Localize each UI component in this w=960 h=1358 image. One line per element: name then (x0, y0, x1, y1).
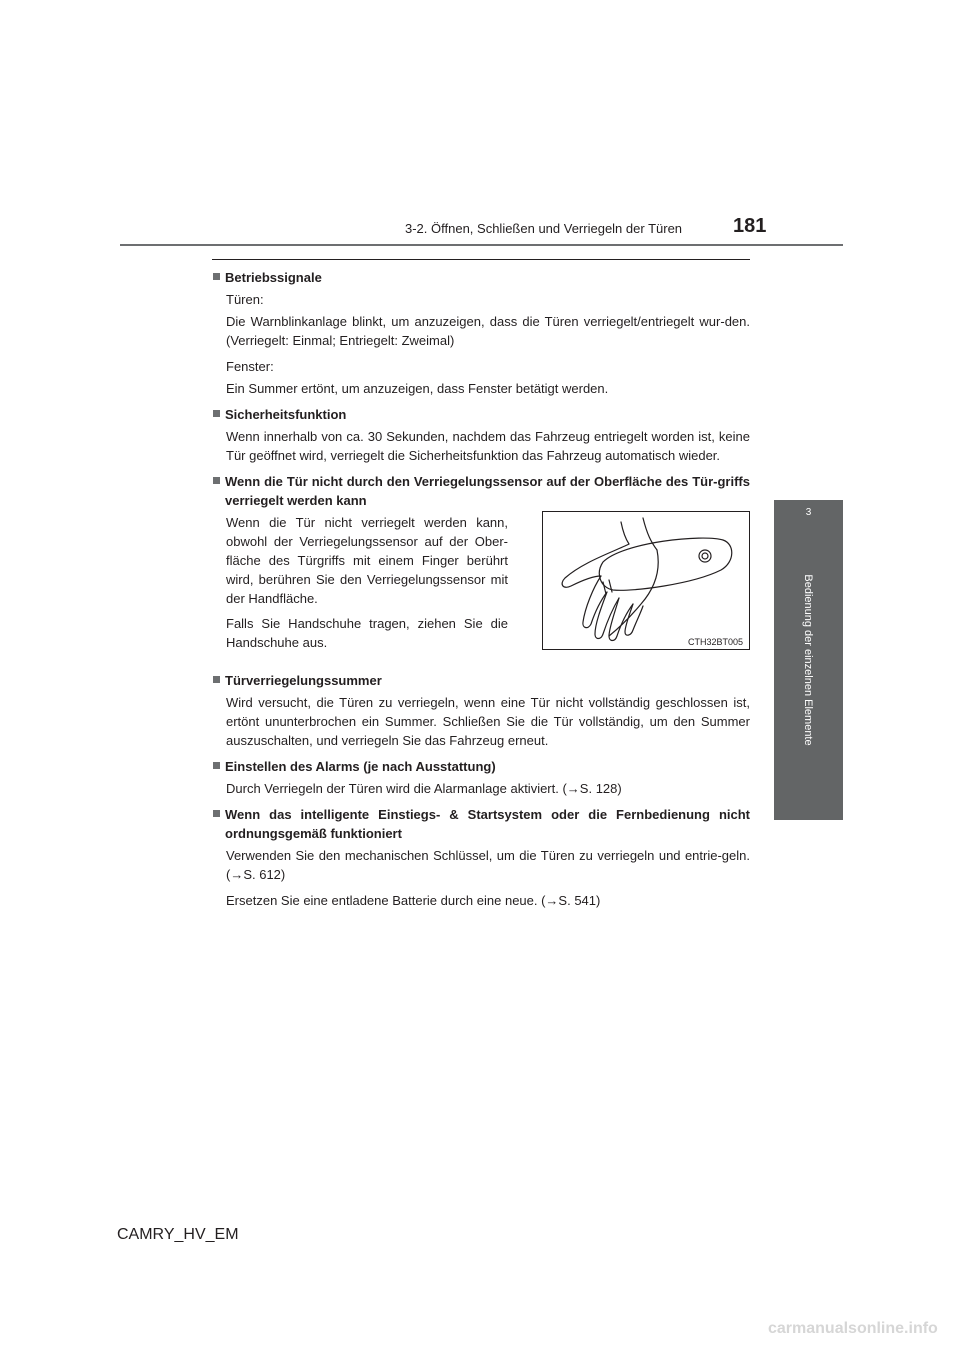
running-header-title: 3-2. Öffnen, Schließen und Verriegeln der Türen (405, 221, 683, 236)
figure-code: CTH32BT005 (687, 637, 743, 647)
finger (595, 592, 619, 639)
content-top-rule (212, 259, 750, 260)
text-with-figure (226, 513, 750, 655)
section-heading-sicherheitsfunktion: Sicherheitsfunktion (212, 405, 750, 424)
chapter-label: Bedienung der einzelnen Elemente (802, 574, 814, 746)
model-code: CAMRY_HV_EM (117, 1226, 239, 1243)
paragraph: Falls Sie Handschuhe tragen, ziehen Sie die Handschuhe aus. (226, 616, 508, 650)
paragraph: Türen: (226, 292, 264, 307)
watermark: carmanualsonline.info (768, 1320, 938, 1337)
hand-back (609, 550, 658, 636)
paragraph: Durch Verriegeln der Türen wird die Alarmanlage aktiviert. (→S. 128) (226, 781, 622, 796)
finger (625, 604, 643, 635)
page-number: 181 (733, 215, 767, 237)
paragraph: Verwenden Sie den mechanischen Schlüssel, um die Türen zu verriegeln und entrie-geln. (→S. 612) (226, 848, 750, 882)
section-heading-startsystem: Wenn das intelligente Einstiegs- & Startsystem oder die Fernbedienung nicht ordnungsgemäß funktioniert (212, 805, 750, 843)
figure-side-text (226, 513, 508, 655)
key-cylinder-inner (702, 553, 708, 559)
chapter-tab (774, 500, 843, 558)
section-heading-verriegelungssensor: Wenn die Tür nicht durch den Verriegelungssensor auf der Oberfläche des Tür-griffs verriegelt werden kann (212, 472, 750, 510)
hand-thumb (562, 544, 629, 587)
header-rule (120, 244, 843, 246)
hand-on-door-handle-figure (542, 511, 750, 650)
hand-on-door-handle-illustration (543, 512, 749, 649)
section-heading-alarm: Einstellen des Alarms (je nach Ausstattung) (212, 757, 750, 776)
arm-line (643, 518, 657, 550)
paragraph: Ersetzen Sie eine entladene Batterie durch eine neue. (→S. 541) (226, 893, 601, 908)
paragraph: Wenn innerhalb von ca. 30 Sekunden, nachdem das Fahrzeug entriegelt worden ist, keine Tür geöffnet wird, verriegelt die Sicherheitsfunktion das Fahrzeug automatisch wieder. (226, 429, 750, 463)
arm-line (621, 522, 629, 544)
door-handle-outline (599, 538, 731, 590)
page-content (212, 268, 750, 913)
section-heading-betriebssignale: Betriebssignale (212, 268, 750, 287)
paragraph: Wird versucht, die Türen zu verriegeln, wenn eine Tür nicht vollständig geschlossen ist, ertönt ununterbrochen ein Summer. Schließen Sie die Tür vollständig, um den Summer auszuschalten, und verriegeln Sie das Fahrzeug erneut. (226, 695, 750, 748)
paragraph: Wenn die Tür nicht verriegelt werden kann, obwohl der Verriegelungssensor auf der Ober-fläche des Türgriffs mit einem Finger berührt wird, berühren Sie den Verriegelungssensor mit der Handfläche. (226, 515, 508, 606)
paragraph: Fenster: (226, 359, 274, 374)
paragraph: Die Warnblinkanlage blinkt, um anzuzeigen, dass die Türen verriegelt/entriegelt wur-den. (Verriegelt: Einmal; Entriegelt: Zweimal) (226, 314, 750, 348)
paragraph: Ein Summer ertönt, um anzuzeigen, dass Fenster betätigt werden. (226, 381, 609, 396)
section-heading-tuerverriegelungssummer: Türverriegelungssummer (212, 671, 750, 690)
key-cylinder (699, 550, 711, 562)
chapter-number: 3 (805, 507, 812, 518)
